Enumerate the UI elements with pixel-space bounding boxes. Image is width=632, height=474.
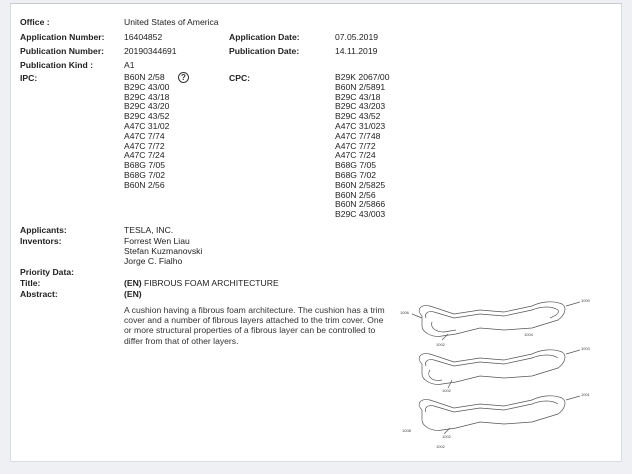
cpc-code: B60N 2/56 <box>335 189 376 200</box>
leader-1002a <box>442 334 448 340</box>
ipc-code: A47C 7/74 <box>124 130 165 141</box>
publication-number-label: Publication Number: <box>20 46 105 56</box>
inventor-name: Stefan Kuzmanovski <box>124 246 203 256</box>
cpc-code: B29K 2067/00 <box>335 72 390 82</box>
ref-label: 1004 <box>524 332 533 337</box>
inventor-name: Jorge C. Fialho <box>124 256 183 266</box>
application-date-value: 07.05.2019 <box>335 32 379 42</box>
publication-number-value: 20190344691 <box>124 46 177 56</box>
cpc-code: B68G 7/02 <box>335 169 377 180</box>
application-date-label: Application Date: <box>229 32 300 42</box>
applicants-value: TESLA, INC. <box>124 225 174 235</box>
cpc-code: B29C 43/52 <box>335 111 381 122</box>
office-label: Office : <box>20 17 50 27</box>
ref-label: 1002 <box>442 434 451 439</box>
title-value <box>124 278 279 288</box>
publication-kind-value: A1 <box>124 60 135 70</box>
ipc-code: B29C 43/18 <box>124 91 170 102</box>
abstract-text: A cushion having a fibrous foam architecture. The cushion has a trim cover and a number of fibrous layers attached to the trim cover. One or more structural properties of a fibrous layer can be controlled to differ from that of other layers. <box>124 305 385 346</box>
cpc-code: A47C 7/72 <box>335 140 376 151</box>
application-number-label: Application Number: <box>20 32 105 42</box>
ipc-label: IPC: <box>20 73 38 83</box>
inventor-name: Forrest Wen Liau <box>124 236 190 246</box>
ref-label: 1002 <box>436 444 445 449</box>
ipc-code: B29C 43/52 <box>124 111 170 122</box>
cpc-code: B29C 43/18 <box>335 91 381 102</box>
cpc-code: B60N 2/5825 <box>335 179 386 190</box>
cpc-label: CPC: <box>229 73 251 83</box>
patent-drawing[interactable] <box>392 292 588 452</box>
ref-label: 1006 <box>400 310 409 315</box>
ref-label: 1003 <box>581 346 590 351</box>
inventor-list <box>124 236 202 266</box>
publication-date-label: Publication Date: <box>229 46 300 56</box>
cpc-code: A47C 7/748 <box>335 130 381 141</box>
inventors-label: Inventors: <box>20 236 62 246</box>
ref-label: 1002 <box>442 388 451 393</box>
ipc-code: B29C 43/00 <box>124 81 170 92</box>
seat-layer-2 <box>425 355 558 366</box>
seat-layer-1 <box>425 307 558 318</box>
office-value: United States of America <box>124 17 219 27</box>
application-number-value: 16404852 <box>124 32 163 42</box>
cpc-code: B60N 2/5866 <box>335 199 386 210</box>
cpc-code: A47C 7/24 <box>335 150 376 161</box>
cpc-code: A47C 31/023 <box>335 120 386 131</box>
title-text: FIBROUS FOAM ARCHITECTURE <box>141 278 279 288</box>
ipc-code: B60N 2/56 <box>124 179 165 190</box>
ipc-code: A47C 31/02 <box>124 120 170 131</box>
ipc-code: B29C 43/20 <box>124 101 170 112</box>
publication-date-value: 14.11.2019 <box>335 46 378 56</box>
ipc-code: B60N 2/58 <box>124 72 165 82</box>
leader-1003 <box>566 350 580 354</box>
seat-layer-3 <box>425 401 558 412</box>
title-lang: (EN) <box>124 278 142 288</box>
seat-detail-1 <box>432 322 456 332</box>
publication-kind-label: Publication Kind : <box>20 60 94 70</box>
ref-label: 1008 <box>402 428 411 433</box>
question-mark-icon[interactable]: ? <box>178 72 189 83</box>
cpc-code-list <box>335 73 389 220</box>
priority-data-label: Priority Data: <box>20 267 74 277</box>
cpc-code: B29C 43/203 <box>335 101 386 112</box>
leader-1002b <box>448 380 452 388</box>
ref-label: 1002 <box>436 342 445 347</box>
ipc-code-list <box>124 73 169 191</box>
ipc-code: A47C 7/72 <box>124 140 165 151</box>
title-label: Title: <box>20 278 41 288</box>
ref-label: 1000 <box>581 298 590 303</box>
leader-1000 <box>566 302 580 306</box>
abstract-lang: (EN) <box>124 289 142 299</box>
ipc-code: B68G 7/05 <box>124 160 166 171</box>
abstract-label: Abstract: <box>20 289 58 299</box>
seat-detail-2 <box>429 370 442 380</box>
cpc-code: B60N 2/5891 <box>335 81 386 92</box>
cpc-code: B68G 7/05 <box>335 160 377 171</box>
cpc-code: B29C 43/003 <box>335 209 386 220</box>
ipc-code: B68G 7/02 <box>124 169 166 180</box>
applicants-label: Applicants: <box>20 225 67 235</box>
ref-label: 1001 <box>581 392 590 397</box>
leader-1001 <box>566 396 580 400</box>
ipc-code: A47C 7/24 <box>124 150 165 161</box>
